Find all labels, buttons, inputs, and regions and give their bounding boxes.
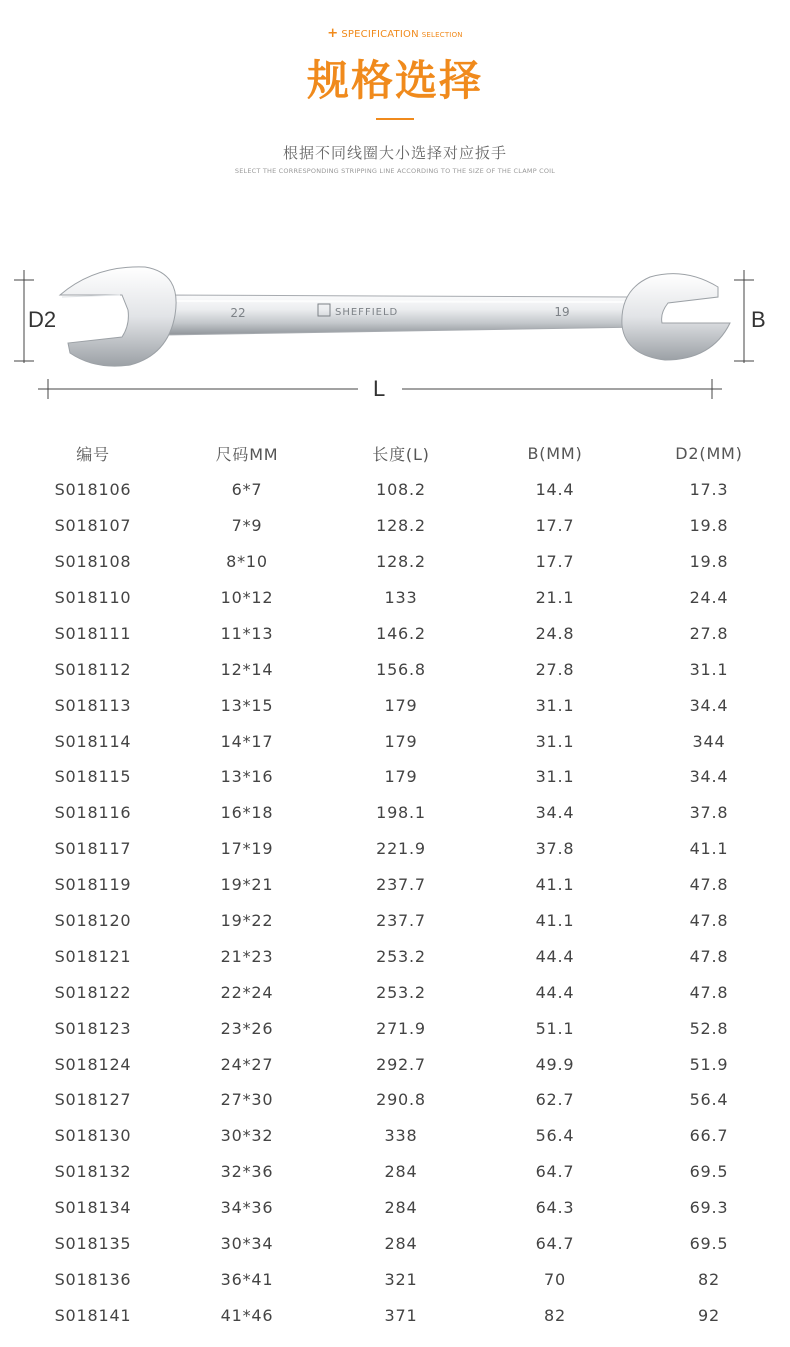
cell-b: 17.7 [535, 552, 575, 572]
cell-code: S018141 [54, 1305, 132, 1325]
table-row [16, 831, 786, 867]
cell-size: 11*13 [220, 623, 274, 643]
cell-size: 36*41 [220, 1269, 274, 1289]
cell-code: S018108 [54, 552, 132, 572]
cell-code: S018123 [54, 1018, 132, 1038]
table-body [16, 472, 786, 1333]
cell-length: 284 [384, 1162, 418, 1182]
cell-size: 19*22 [220, 911, 274, 931]
cell-b: 34.4 [535, 803, 575, 823]
cell-d2: 69.3 [689, 1198, 729, 1218]
cell-d2: 56.4 [689, 1090, 729, 1110]
col-header-code: 编号 [76, 445, 110, 465]
cell-code: S018117 [54, 839, 132, 859]
spec-label-line [0, 26, 790, 41]
wrench-illustration [0, 255, 790, 415]
label-b: B [751, 307, 766, 332]
cell-d2: 69.5 [689, 1162, 729, 1182]
cell-length: 128.2 [376, 516, 426, 536]
col-header-length: 长度(L) [372, 445, 430, 465]
label-l: L [373, 376, 386, 401]
cell-b: 37.8 [535, 839, 575, 859]
cell-b: 27.8 [535, 659, 575, 679]
wrench-dimension-diagram [0, 255, 790, 415]
cell-b: 64.7 [535, 1234, 575, 1254]
cell-code: S018130 [54, 1126, 132, 1146]
cell-size: 14*17 [220, 731, 274, 751]
cell-length: 338 [384, 1126, 418, 1146]
wrench-mark-brand: SHEFFIELD [335, 307, 399, 318]
cell-length: 237.7 [376, 875, 426, 895]
cell-d2: 41.1 [689, 839, 729, 859]
cell-size: 32*36 [220, 1162, 274, 1182]
cell-size: 16*18 [220, 803, 274, 823]
cell-length: 128.2 [376, 552, 426, 572]
table-row [16, 1154, 786, 1190]
cell-code: S018124 [54, 1054, 132, 1074]
cell-code: S018134 [54, 1198, 132, 1218]
wrench-mark-left: 22 [230, 306, 246, 320]
cell-d2: 19.8 [689, 552, 729, 572]
cell-length: 253.2 [376, 946, 426, 966]
cell-length: 179 [384, 731, 418, 751]
cell-b: 62.7 [535, 1090, 575, 1110]
cell-size: 21*23 [220, 946, 274, 966]
cell-b: 14.4 [535, 480, 575, 500]
cell-d2: 47.8 [689, 911, 729, 931]
cell-size: 22*24 [220, 982, 274, 1002]
cell-b: 51.1 [535, 1018, 575, 1038]
table-row [16, 472, 786, 508]
cell-length: 284 [384, 1198, 418, 1218]
table-row [16, 687, 786, 723]
cell-code: S018111 [54, 623, 132, 643]
page-subtitle-en: SELECT THE CORRESPONDING STRIPPING LINE ACCORDING TO THE SIZE OF THE CLAMP COIL [234, 167, 556, 175]
cell-length: 371 [384, 1305, 418, 1325]
table-row [16, 795, 786, 831]
spec-label: SPECIFICATION [341, 29, 419, 40]
page-subtitle: 根据不同线圈大小选择对应扳手 [282, 144, 507, 162]
cell-d2: 69.5 [689, 1234, 729, 1254]
cell-d2: 17.3 [689, 480, 729, 500]
cell-d2: 34.4 [689, 695, 729, 715]
cell-b: 31.1 [535, 731, 575, 751]
cell-size: 13*15 [220, 695, 274, 715]
cell-size: 41*46 [220, 1305, 274, 1325]
cell-length: 108.2 [376, 480, 426, 500]
cell-d2: 19.8 [689, 516, 729, 536]
cell-code: S018121 [54, 946, 132, 966]
cell-code: S018132 [54, 1162, 132, 1182]
cell-b: 44.4 [535, 982, 575, 1002]
table-row [16, 1010, 786, 1046]
cell-d2: 92 [698, 1305, 720, 1325]
cell-d2: 47.8 [689, 946, 729, 966]
cell-d2: 31.1 [689, 659, 729, 679]
table-row [16, 580, 786, 616]
cell-length: 321 [384, 1269, 418, 1289]
cell-size: 19*21 [220, 875, 274, 895]
title-divider [376, 118, 414, 120]
cell-length: 237.7 [376, 911, 426, 931]
page-title: 规格选择 [306, 56, 483, 105]
cell-size: 17*19 [220, 839, 274, 859]
cell-size: 23*26 [220, 1018, 274, 1038]
table-row [16, 1046, 786, 1082]
cell-code: S018114 [54, 731, 132, 751]
cell-code: S018106 [54, 480, 132, 500]
cell-b: 24.8 [535, 623, 575, 643]
cell-length: 179 [384, 695, 418, 715]
cell-b: 41.1 [535, 875, 575, 895]
cell-b: 49.9 [535, 1054, 575, 1074]
table-row [16, 1082, 786, 1118]
cell-b: 64.3 [535, 1198, 575, 1218]
cell-d2: 82 [698, 1269, 720, 1289]
cell-code: S018122 [54, 982, 132, 1002]
table-row [16, 974, 786, 1010]
label-d2: D2 [28, 307, 57, 332]
cell-d2: 27.8 [689, 623, 729, 643]
cell-length: 179 [384, 767, 418, 787]
spec-table [16, 436, 786, 1333]
table-header-row [16, 436, 786, 472]
cell-d2: 47.8 [689, 982, 729, 1002]
cell-b: 17.7 [535, 516, 575, 536]
cell-length: 290.8 [376, 1090, 426, 1110]
cell-b: 21.1 [535, 588, 575, 607]
cell-size: 34*36 [220, 1198, 274, 1218]
cell-d2: 24.4 [689, 588, 729, 607]
cell-length: 253.2 [376, 982, 426, 1002]
table-row [16, 651, 786, 687]
cell-code: S018116 [54, 803, 132, 823]
table-row [16, 544, 786, 580]
cell-code: S018112 [54, 659, 132, 679]
col-header-b: B(MM) [527, 444, 583, 464]
cell-b: 64.7 [535, 1162, 575, 1182]
col-header-d2: D2(MM) [675, 444, 743, 464]
cell-d2: 344 [692, 731, 726, 751]
cell-length: 146.2 [376, 623, 426, 643]
cell-size: 27*30 [220, 1090, 274, 1110]
cell-d2: 37.8 [689, 803, 729, 823]
table-row [16, 1190, 786, 1226]
table-row [16, 938, 786, 974]
cell-d2: 66.7 [689, 1126, 729, 1146]
cell-b: 56.4 [535, 1126, 575, 1146]
cell-d2: 51.9 [689, 1054, 729, 1074]
cell-code: S018135 [54, 1234, 132, 1254]
col-header-size: 尺码MM [215, 445, 279, 465]
cell-d2: 34.4 [689, 767, 729, 787]
table-row [16, 759, 786, 795]
cell-length: 292.7 [376, 1054, 426, 1074]
cell-b: 44.4 [535, 946, 575, 966]
table-row [16, 903, 786, 939]
cell-d2: 47.8 [689, 875, 729, 895]
cell-code: S018113 [54, 695, 132, 715]
cell-length: 156.8 [376, 659, 426, 679]
cell-d2: 52.8 [689, 1018, 729, 1038]
cell-code: S018136 [54, 1269, 132, 1289]
table-row [16, 723, 786, 759]
cell-b: 70 [544, 1269, 566, 1289]
cell-size: 7*9 [231, 516, 263, 536]
cell-size: 30*32 [220, 1126, 274, 1146]
table-row [16, 1297, 786, 1333]
cell-code: S018127 [54, 1090, 132, 1110]
spec-small-label: SELECTION [421, 31, 463, 39]
table-row [16, 1118, 786, 1154]
table-row [16, 867, 786, 903]
cell-b: 31.1 [535, 695, 575, 715]
wrench-mark-right: 19 [554, 305, 570, 319]
cell-length: 271.9 [376, 1018, 426, 1038]
cell-code: S018110 [54, 588, 132, 607]
table-row [16, 508, 786, 544]
cell-code: S018107 [54, 516, 132, 536]
cell-length: 221.9 [376, 839, 426, 859]
cell-size: 8*10 [226, 552, 268, 572]
cell-size: 13*16 [220, 767, 274, 787]
cell-code: S018119 [54, 875, 132, 895]
cell-size: 12*14 [220, 659, 274, 679]
cell-size: 24*27 [220, 1054, 274, 1074]
cell-code: S018120 [54, 911, 132, 931]
table-row [16, 615, 786, 651]
cell-b: 82 [544, 1305, 566, 1325]
cell-b: 31.1 [535, 767, 575, 787]
cell-code: S018115 [54, 767, 132, 787]
cell-length: 284 [384, 1234, 418, 1254]
table-row [16, 1226, 786, 1262]
plus-icon: + [327, 26, 339, 41]
cell-b: 41.1 [535, 911, 575, 931]
cell-size: 10*12 [220, 588, 274, 607]
cell-size: 30*34 [220, 1234, 274, 1254]
cell-size: 6*7 [231, 480, 263, 500]
cell-length: 133 [384, 588, 418, 607]
cell-length: 198.1 [376, 803, 426, 823]
table-row [16, 1261, 786, 1297]
